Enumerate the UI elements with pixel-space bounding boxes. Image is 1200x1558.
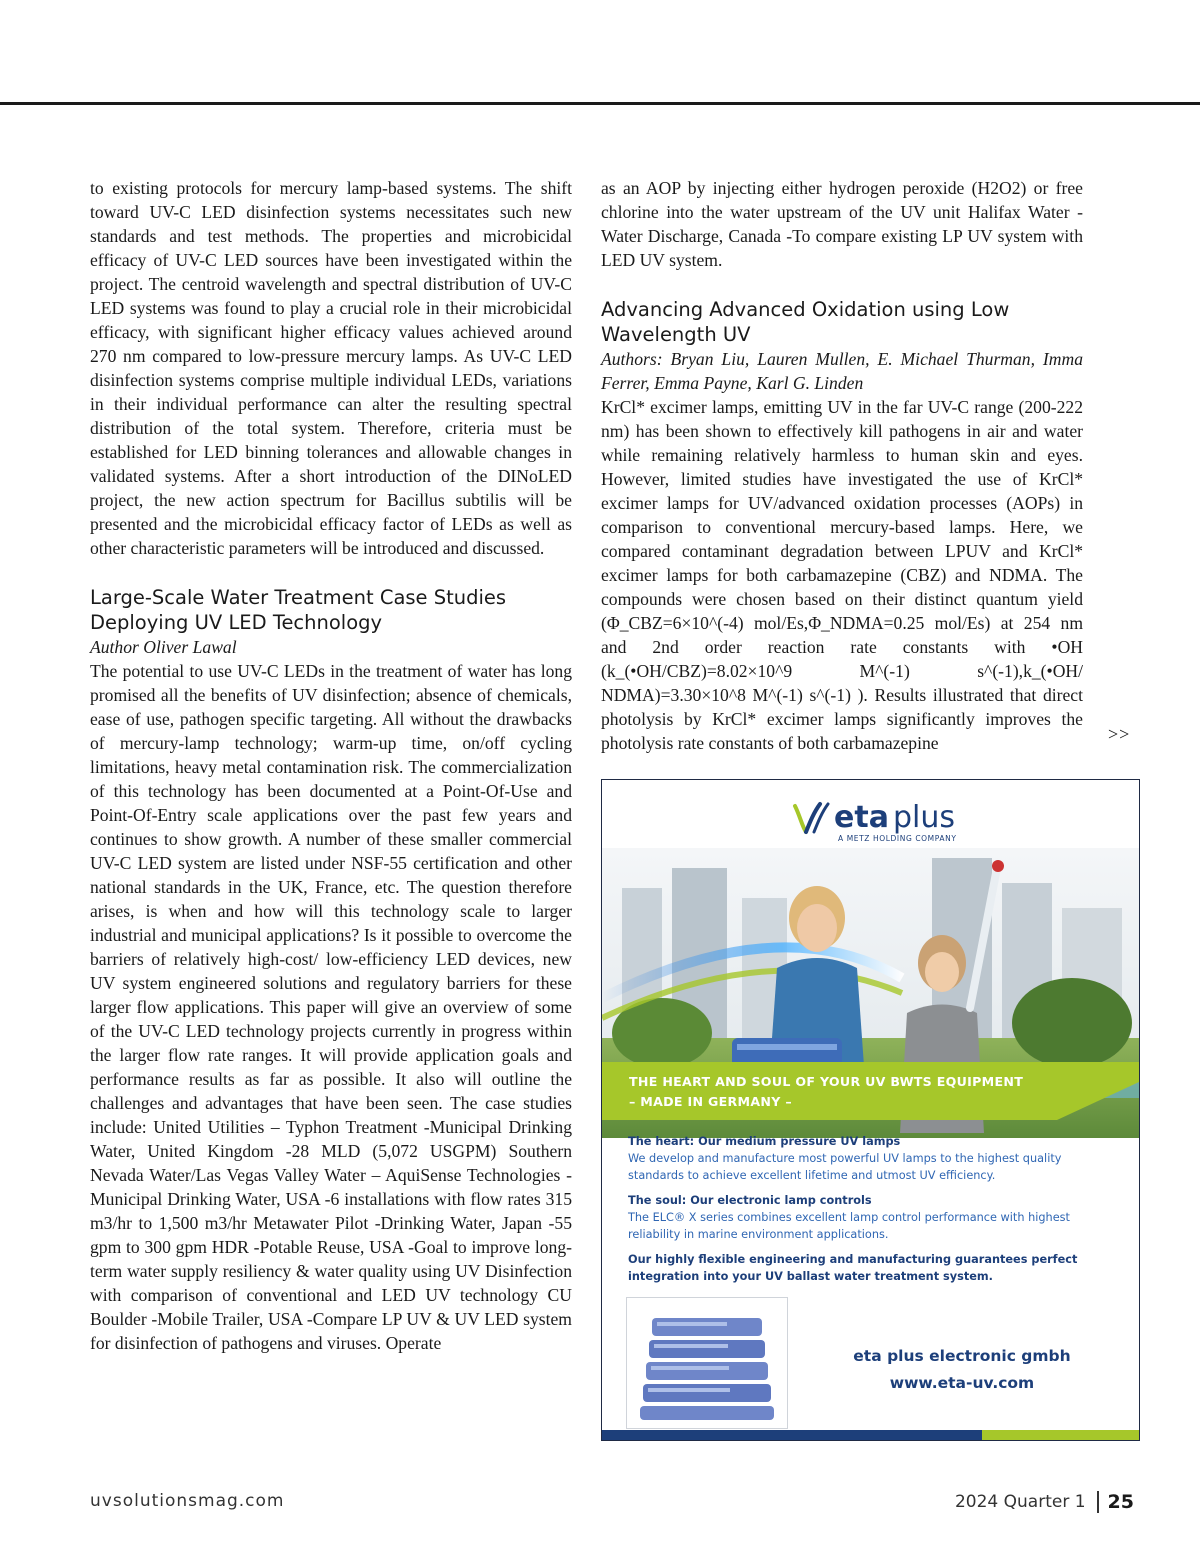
footer-divider [1097, 1491, 1099, 1513]
article-author: Author Oliver Lawal [90, 637, 237, 657]
article-body: The potential to use UV-C LEDs in the treatment of water has long promised all the benefits of UV disinfection; absence of chemicals, ease of use, pathogen specific targeting. All without the drawbacks of mercury-lamp technology; warm-up time, on/off cycling limitations, heavy metal contamination risk. The commercialization of this technology has been documented at a Point-Of-Use and Point-Of-Entry scale applications over the past few years and continues to show growth. A number of these smaller commercial UV-C LED system are listed under NSF-55 certification and other national standards in the UK, France, etc. The question therefore arises, is when and how will this technology scale to larger industrial and municipal applications? Is it possible to overcome the barriers of relatively high-cost/ low-efficiency LED devices, new UV system engineered solutions and regulatory barriers for these larger flow applications. This paper will give an overview of some of the UV-C LED technology projects currently in progress within the larger flow rate ranges. It will provide application goals and performance results as far as possible. It also will outline the challenges and advantages that have been seen. The case studies include: United Utilities – Typhon Treatment -Municipal Drinking Water, United Kingdom -28 MLD (5,072 USGPM) Southern Nevada Water/Las Vegas Valley Water – AquiSense Technologies -Municipal Drinking Water, USA -6 installations with flow rates 315 m3/hr to 1,500 m3/hr Metawater Pilot -Drinking Water, Japan -55 gpm to 300 gpm HDR -Potable Reuse, USA -Goal to improve long-term water supply resiliency & water quality using UV Disinfection with comparison of conventional and LED UV technology CU Boulder -Mobile Trailer, USA -Compare LP UV & UV LED system for disinfection of pathogens and viruses. Operate [90, 661, 572, 1353]
header-rule [0, 102, 1200, 105]
soul-title: The soul: Our electronic lamp controls [628, 1194, 872, 1207]
left-column [90, 176, 572, 1355]
intro-paragraph: to existing protocols for mercury lamp-based systems. The shift toward UV-C LED disinfection systems necessitates such new standards and test methods. The properties and microbicidal efficacy of UV-C LED sources have been investigated within the project. The centroid wavelength and spectral distribution of UV-C LED systems was found to play a crucial role in their microbicidal efficacy, with significant higher efficacy values achieved around 270 nm compared to low-pressure mercury lamps. As UV-C LED disinfection systems comprise multiple individual LEDs, variations in their individual performance can alter the resulting spectral distribution of the total system. Therefore, criteria must be established for LED binning tolerances and allowable changes in validated systems. After a short introduction of the DINoLED project, the new action spectrum for Bacillus subtilis will be presented and the microbicidal efficacy factor of LEDs as well as other characteristic parameters will be introduced and discussed. [90, 178, 572, 558]
ad-footer-stripe [602, 1430, 1139, 1440]
heart-text: We develop and manufacture most powerful UV lamps to the highest quality standards to achieve excellent lifetime and utmost UV efficiency. [628, 1152, 1062, 1182]
brand-logo [602, 796, 1139, 846]
right-column [601, 176, 1083, 755]
banner-line-1: THE HEART AND SOUL OF YOUR UV BWTS EQUIPMENT [629, 1074, 1024, 1089]
article-title-advanced-oxidation: Advancing Advanced Oxidation using Low Wavelength UV [601, 298, 1010, 346]
ad-body-copy [628, 1133, 1118, 1285]
heart-title: The heart: Our medium pressure UV lamps [628, 1135, 901, 1148]
article-title-large-scale: Large-Scale Water Treatment Case Studies Deploying UV LED Technology [90, 586, 507, 634]
brand-tagline: A METZ HOLDING COMPANY [838, 834, 957, 843]
banner-headline [629, 1072, 1023, 1112]
banner-line-2: – MADE IN GERMANY – [629, 1094, 792, 1109]
company-url-link[interactable]: www.eta-uv.com [889, 1374, 1035, 1392]
lamp-controller-stack-image [626, 1297, 788, 1429]
eta-plus-advertisement[interactable] [601, 779, 1140, 1441]
footer-website: uvsolutionsmag.com [90, 1491, 285, 1511]
brand-plus: plus [892, 800, 955, 835]
continuation-paragraph: as an AOP by injecting either hydrogen peroxide (H2O2) or free chlorine into the water upstream of the UV unit Halifax Water -Water Discharge, Canada -To compare existing LP UV system with LED UV system. [601, 178, 1083, 270]
footer-issue: 2024 Quarter 1 [954, 1492, 1086, 1512]
footer-issue-info [955, 1491, 1134, 1513]
article-authors: Authors: Bryan Liu, Lauren Mullen, E. Michael Thurman, Imma Ferrer, Emma Payne, Karl G. Linden [601, 349, 1083, 393]
soul-text: The ELC® X series combines excellent lamp control performance with highest reliability in marine environment applications. [628, 1211, 1070, 1241]
eta-wave-icon [792, 800, 830, 836]
article-body: KrCl* excimer lamps, emitting UV in the far UV-C range (200-222 nm) has been shown to effectively kill pathogens in air and water while remaining relatively harmless to human skin and eyes. However, limited studies have investigated the use of KrCl* excimer lamps for UV/advanced oxidation processes (AOPs) in comparison to conventional mercury-based lamps. Here, we compared contaminant degradation between LPUV and KrCl* excimer lamps for both carbamazepine (CBZ) and NDMA. The compounds were chosen based on their distinct quantum yield (Φ_CBZ=6×10^(-4) mol/Es,Φ_NDMA=0.25 mol/Es) at 254 nm and 2nd order reaction rate constants with •OH (k_(•OH/CBZ)=8.02×10^9 M^(-1) s^(-1),k_(•OH/ NDMA)=3.30×10^8 M^(-1) s^(-1) ). Results illustrated that direct photolysis by KrCl* excimer lamps significantly improves the photolysis rate constants of both carbamazepine [601, 397, 1083, 753]
company-contact [792, 1343, 1132, 1397]
guarantee-text: Our highly flexible engineering and manufacturing guarantees perfect integration into your UV ballast water treatment system. [628, 1253, 1078, 1283]
brand-eta: eta [834, 800, 889, 835]
continue-marker: >> [1108, 724, 1131, 744]
page-number: 25 [1107, 1491, 1134, 1513]
company-name: eta plus electronic gmbh [853, 1347, 1071, 1365]
